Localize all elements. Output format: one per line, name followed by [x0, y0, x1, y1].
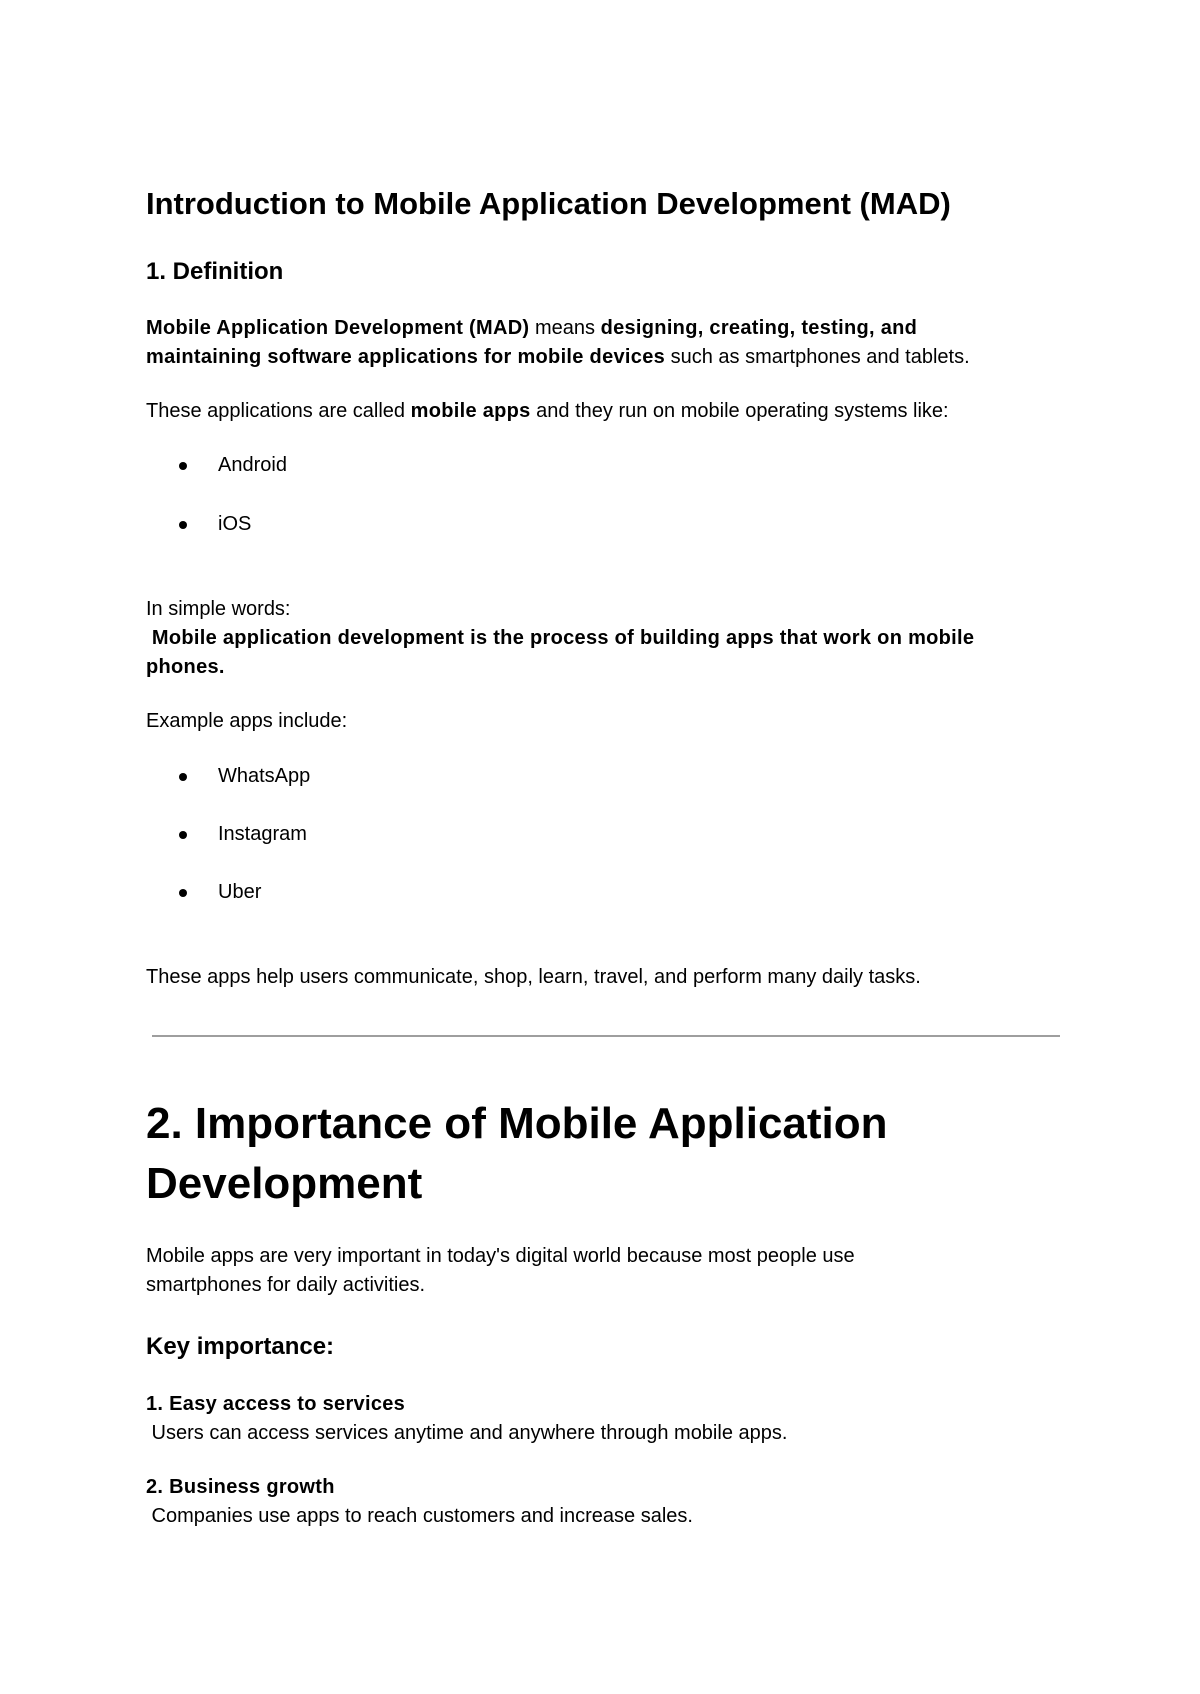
- definition-line-2: [146, 343, 970, 372]
- importance-point-desc: Companies use apps to reach customers and increase sales.: [146, 1505, 693, 1527]
- bullet-icon: [179, 462, 187, 470]
- definition-means: means: [529, 317, 601, 339]
- list-item-label: WhatsApp: [218, 765, 311, 787]
- apps-sentence-start: These applications are called: [146, 400, 411, 422]
- importance-point-desc: Users can access services anytime and anywhere through mobile apps.: [146, 1422, 788, 1444]
- simple-words-label: In simple words:: [146, 598, 291, 620]
- simple-words-line-1: Mobile application development is the process of building apps that work on mobile: [146, 627, 975, 649]
- simple-words-line-2: phones.: [146, 656, 225, 678]
- importance-intro-line-2: smartphones for daily activities.: [146, 1274, 426, 1296]
- section1-closing: These apps help users communicate, shop, learn, travel, and perform many daily tasks.: [146, 966, 921, 988]
- definition-actions: designing, creating, testing, and: [600, 317, 918, 339]
- apps-sentence-end: and they run on mobile operating systems like:: [530, 400, 949, 422]
- importance-intro-line-1: Mobile apps are very important in today's digital world because most people use: [146, 1245, 855, 1267]
- apps-sentence: [146, 397, 949, 426]
- definition-object: maintaining software applications for mobile devices: [146, 346, 666, 368]
- key-importance-heading: Key importance:: [146, 1333, 335, 1360]
- definition-term: Mobile Application Development (MAD): [146, 317, 530, 339]
- importance-point-title: 2. Business growth: [146, 1476, 335, 1498]
- definition-line-1: [146, 314, 917, 343]
- definition-rest: such as smartphones and tablets.: [665, 346, 970, 368]
- section-heading-importance: 2. Importance of Mobile Application Development: [146, 1099, 888, 1208]
- list-item-label: Android: [218, 454, 287, 476]
- list-item-label: Uber: [218, 881, 262, 903]
- section-heading-definition: 1. Definition: [146, 258, 284, 285]
- bullet-icon: [179, 773, 187, 781]
- list-item-label: iOS: [218, 513, 252, 535]
- examples-label: Example apps include:: [146, 710, 348, 732]
- importance-point-title: 1. Easy access to services: [146, 1393, 406, 1415]
- bullet-icon: [179, 521, 187, 529]
- bullet-icon: [179, 889, 187, 897]
- bullet-icon: [179, 831, 187, 839]
- apps-sentence-term: mobile apps: [410, 400, 531, 422]
- list-item-label: Instagram: [218, 823, 307, 845]
- document-title: Introduction to Mobile Application Development (MAD): [146, 186, 951, 221]
- horizontal-divider: [152, 1035, 1060, 1037]
